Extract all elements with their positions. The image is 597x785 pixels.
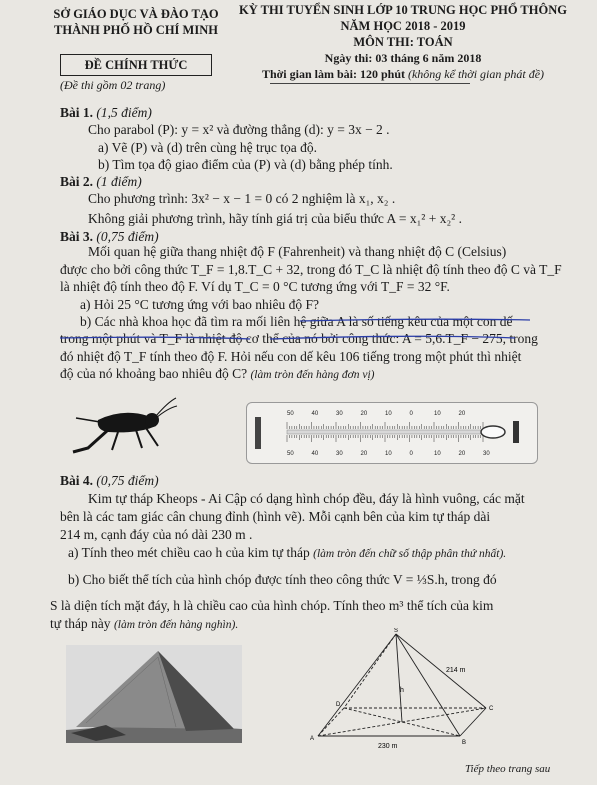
dept-line-1: SỞ GIÁO DỤC VÀ ĐÀO TẠO [53,7,219,21]
label-edge: 214 m [446,667,466,674]
bai4-b3: tự tháp này (làm tròn đến hàng nghìn). [50,616,239,631]
thermo-c-label-2: 30 [336,451,343,457]
bai3-b3: đó nhiệt độ T_F tính theo độ F. Hỏi nếu con dế kêu 106 tiếng trong một phút thì nhiệt [60,349,522,364]
bai2-heading: Bài 2. (1 điểm) [60,174,142,189]
thermo-f-label-5: 0 [409,411,413,417]
thermo-f-label-4: 10 [385,411,392,417]
bai3-b2: trong một phút và T_F là nhiệt độ cơ thể của nó bởi công thức: A = 5,6.T_F − 275, trong [60,331,538,346]
thermo-f-label-3: 20 [360,411,368,417]
thermo-c-label-3: 20 [360,451,368,457]
thermo-c-label-5: 0 [409,451,413,457]
thermo-c-label-4: 10 [385,451,392,457]
cricket-illustration [68,390,178,460]
label-c: C [489,706,494,712]
label-a: A [310,736,315,742]
thermo-f-label-2: 30 [336,411,343,417]
bai2-task: Không giải phương trình, hãy tính giá trị của biểu thức A = x₁² + x₂² . [88,211,462,226]
bai4-line3: 214 m, cạnh đáy của nó dài 230 m . [60,527,253,542]
label-b: B [462,740,467,746]
official-exam-box: ĐỀ CHÍNH THỨC [60,54,212,76]
bai3-line1: Mối quan hệ giữa thang nhiệt độ F (Fahrenheit) và thang nhiệt độ C (Celsius) [88,244,507,259]
pages-note: (Đề thi gồm 02 trang) [60,78,166,92]
label-base: 230 m [378,743,398,750]
thermo-f-label-7: 20 [458,411,466,417]
thermometer [246,402,538,464]
pyramid-diagram [300,628,500,753]
bai4-heading: Bài 4. (0,75 điểm) [60,473,159,488]
subject: MÔN THI: TOÁN [353,35,453,49]
bai1-b: b) Tìm tọa độ giao điểm của (P) và (d) bằng phép tính. [98,157,393,172]
label-s: S [393,628,399,634]
bai4-b2: S là diện tích mặt đáy, h là chiều cao của hình chóp. Tính theo m³ thể tích của kim [50,598,494,613]
bai3-heading: Bài 3. (0,75 điểm) [60,229,159,244]
exam-date: Ngày thi: 03 tháng 6 năm 2018 [324,51,482,65]
thermo-f-label-1: 40 [311,411,319,417]
thermometer-scale [247,403,537,463]
bai3-b1: b) Các nhà khoa học đã tìm ra mối liên hệ giữa A là số tiếng kêu của một con dế [80,314,513,329]
footer-continue: Tiếp theo trang sau [465,763,551,775]
exam-duration: Thời gian làm bài: 120 phút (không kể thời gian phát đề) [261,67,545,81]
thermo-f-label-6: 10 [434,411,441,417]
school-year: NĂM HỌC 2018 - 2019 [340,19,466,33]
bai1-intro: Cho parabol (P): y = x² và đường thẳng (d): y = 3x − 2 . [88,122,390,137]
bai4-a: a) Tính theo mét chiều cao h của kim tự tháp (làm tròn đến chữ số thập phân thứ nhất). [68,545,507,560]
bai4-line1: Kim tự tháp Kheops - Ai Cập có dạng hình chóp đều, đáy là hình vuông, các mặt [88,491,525,506]
bai3-a: a) Hỏi 25 °C tương ứng với bao nhiêu độ F? [80,297,320,312]
bai2-intro: Cho phương trình: 3x² − x − 1 = 0 có 2 nghiệm là x₁, x₂ . [88,191,396,206]
bai3-line3: là nhiệt độ tính theo độ F. Ví dụ T_C = 0 °C tương ứng với T_F = 32 °F. [60,279,450,294]
label-d: D [336,702,341,708]
bai1-heading: Bài 1. (1,5 điểm) [60,105,152,120]
pyramid-photo [66,645,242,743]
thermo-c-label-7: 20 [458,451,466,457]
exam-title: KỲ THI TUYỂN SINH LỚP 10 TRUNG HỌC PHỔ THÔNG [239,3,567,17]
thermo-c-label-1: 40 [311,451,319,457]
bai4-b1: b) Cho biết thể tích của hình chóp được tính theo công thức V = ⅓S.h, trong đó [68,572,497,587]
bai3-b4: độ của nó khoảng bao nhiêu độ C? (làm tròn đến hàng đơn vị) [60,366,375,381]
dept-line-2: THÀNH PHỐ HỒ CHÍ MINH [54,23,218,37]
bai3-line2: được cho bởi công thức T_F = 1,8.T_C + 32, trong đó T_C là nhiệt độ tính theo độ C và T_F [60,262,562,277]
thermo-c-label-0: 50 [287,451,294,457]
thermo-c-label-8: 30 [483,451,490,457]
thermo-f-label-0: 50 [287,411,294,417]
label-h: h [400,687,404,694]
bai4-line2: bên là các tam giác cân chung đỉnh (hình vẽ). Mỗi cạnh bên của kim tự tháp dài [60,509,491,524]
thermo-c-label-6: 10 [434,451,441,457]
bai1-a: a) Vẽ (P) và (d) trên cùng hệ trục tọa độ. [98,140,318,155]
